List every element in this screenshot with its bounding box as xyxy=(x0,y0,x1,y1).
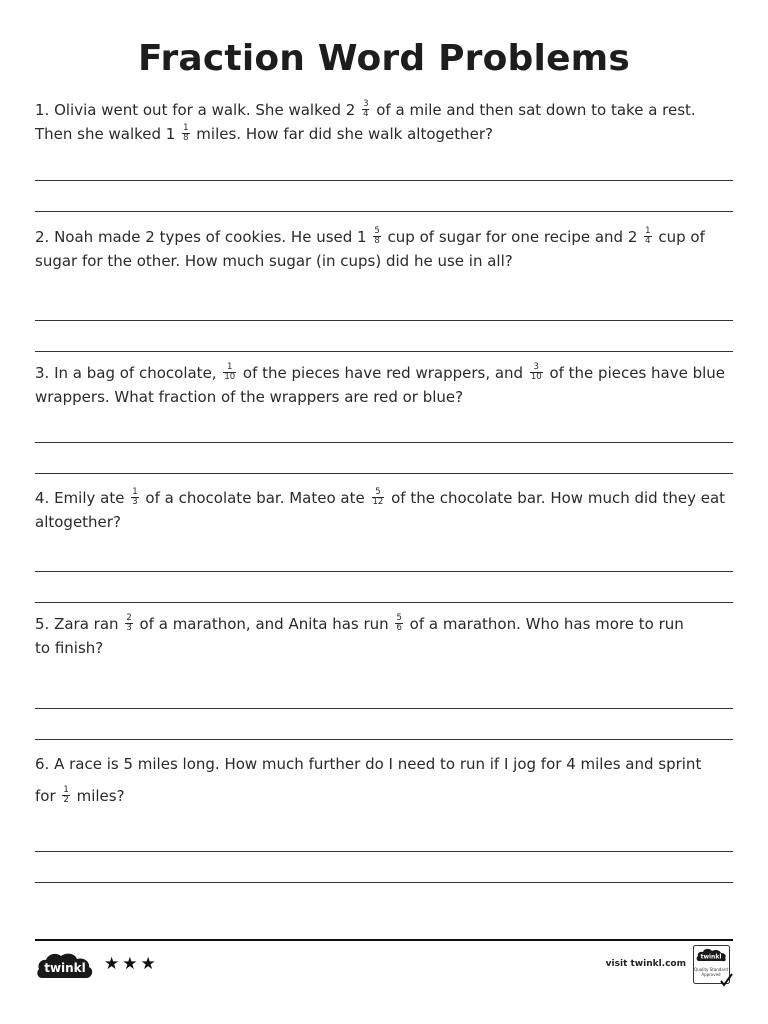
badge-logo-text: twinkl xyxy=(700,953,722,961)
problem-text: miles? xyxy=(71,787,125,805)
badge-line2: Approved xyxy=(701,972,721,977)
problem-text: 3. In a bag of chocolate, xyxy=(35,364,222,382)
quality-badge xyxy=(693,945,733,987)
badge-line1: Quality Standard xyxy=(694,967,728,972)
problem-text: for xyxy=(35,787,61,805)
problem-text: cup of sugar for one recipe and 2 xyxy=(382,228,643,246)
fraction: $\frac{1}{4}$ xyxy=(645,226,651,246)
logo-text: twinkl xyxy=(44,961,86,975)
fraction: $\frac{1}{2}$ xyxy=(63,785,69,805)
problem-5 xyxy=(35,612,735,660)
problem-text: 1. Olivia went out for a walk. She walked 2 xyxy=(35,101,361,119)
answer-line[interactable] xyxy=(35,739,733,740)
answer-line[interactable] xyxy=(35,473,733,474)
problem-text: miles. How far did she walk altogether? xyxy=(191,125,494,143)
fraction: $\frac{5}{6}$ xyxy=(396,613,402,633)
answer-line[interactable] xyxy=(35,882,733,883)
problem-text: 4. Emily ate xyxy=(35,489,130,507)
problem-3 xyxy=(35,361,735,409)
fraction: $\frac{1}{3}$ xyxy=(132,487,138,507)
problem-text: of the pieces have red wrappers, and xyxy=(238,364,528,382)
fraction: $\frac{3}{10}$ xyxy=(530,362,542,382)
answer-line[interactable] xyxy=(35,351,733,352)
answer-line[interactable] xyxy=(35,320,733,321)
answer-line[interactable] xyxy=(35,571,733,572)
page-title: Fraction Word Problems xyxy=(137,38,631,79)
fraction: $\frac{5}{8}$ xyxy=(374,226,380,246)
problem-6 xyxy=(35,748,735,812)
visit-link[interactable]: visit twinkl.com xyxy=(605,959,686,969)
answer-line[interactable] xyxy=(35,211,733,212)
fraction: $\frac{1}{8}$ xyxy=(183,123,189,143)
twinkl-logo[interactable] xyxy=(36,950,94,982)
footer-divider xyxy=(35,939,733,941)
problem-text: of the pieces have blue wrappers. What fraction of the wrappers are red or blue? xyxy=(35,364,726,406)
problem-1 xyxy=(35,98,735,146)
problem-text: 6. A race is 5 miles long. How much further do I need to run if I jog for 4 miles and sprint xyxy=(35,755,702,773)
problem-text: of a marathon. Who has more to run xyxy=(404,615,684,633)
problem-text: cup of sugar for the other. How much sugar (in cups) did he use in all? xyxy=(35,228,705,270)
problem-text: of a marathon, and Anita has run xyxy=(134,615,394,633)
answer-line[interactable] xyxy=(35,180,733,181)
problem-4 xyxy=(35,486,735,534)
problem-text: 2. Noah made 2 types of cookies. He used 1 xyxy=(35,228,372,246)
problem-2 xyxy=(35,225,735,273)
answer-line[interactable] xyxy=(35,708,733,709)
fraction: $\frac{2}{3}$ xyxy=(126,613,132,633)
problem-text: of the chocolate bar. How much did they eat altogether? xyxy=(35,489,726,531)
rating-stars: ★★★ xyxy=(104,954,159,974)
problem-text: to finish? xyxy=(35,639,104,657)
fraction: $\frac{5}{12}$ xyxy=(372,487,384,507)
fraction: $\frac{1}{10}$ xyxy=(224,362,236,382)
answer-line[interactable] xyxy=(35,851,733,852)
answer-line[interactable] xyxy=(35,602,733,603)
answer-line[interactable] xyxy=(35,442,733,443)
problem-text: of a mile and then sat down to take a rest. Then she walked 1 xyxy=(35,101,696,143)
problem-text: 5. Zara ran xyxy=(35,615,124,633)
problem-text: of a chocolate bar. Mateo ate xyxy=(140,489,370,507)
fraction: $\frac{3}{4}$ xyxy=(363,99,369,119)
